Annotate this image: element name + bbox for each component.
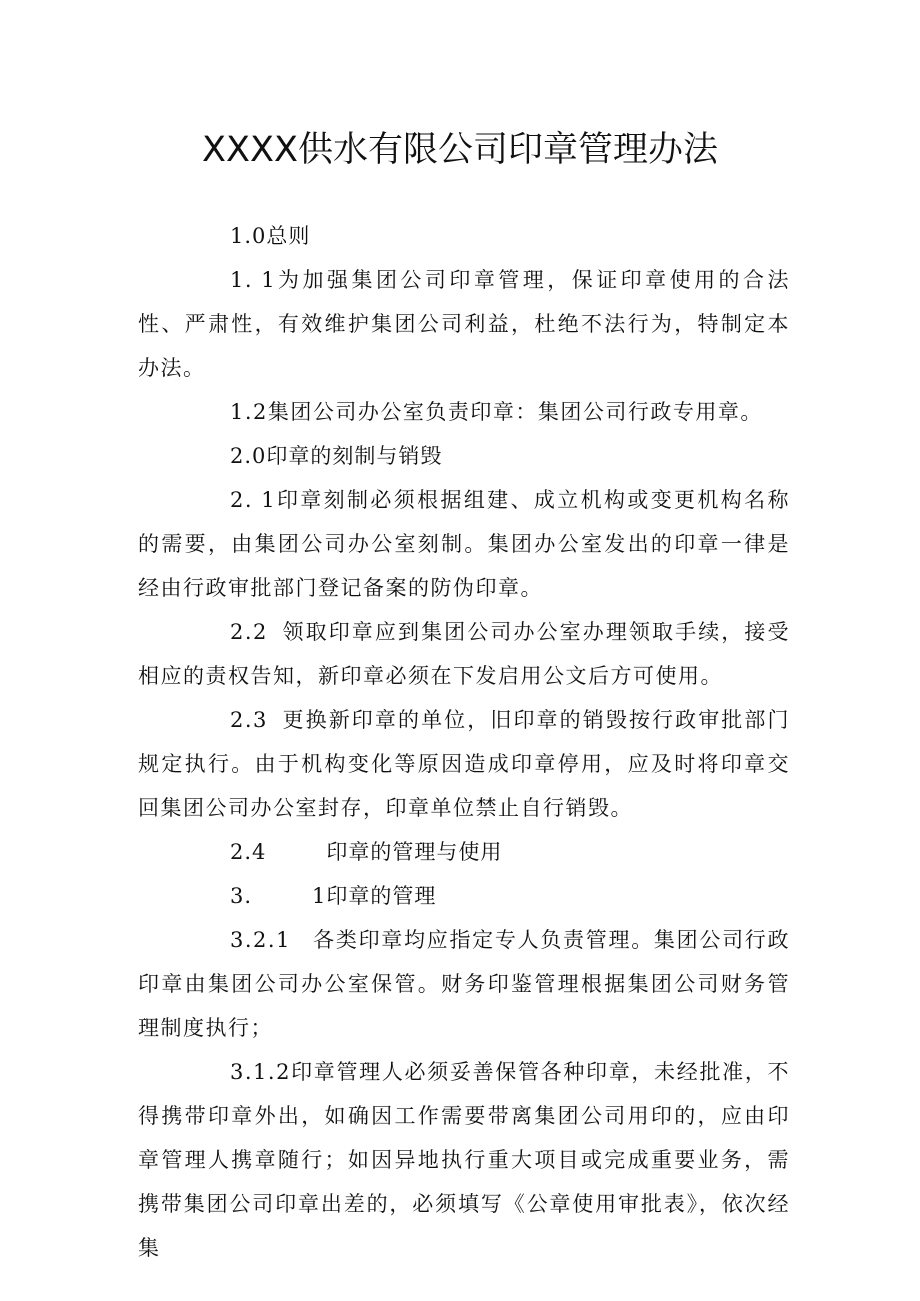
section-text: 1印章的管理 (312, 884, 437, 908)
clause-number: 1.2 (230, 400, 268, 424)
clause-text: 集团公司办公室负责印章：集团公司行政专用章。 (267, 400, 763, 424)
clause-number: 2.2 (230, 620, 268, 644)
clause-text: 更换新印章的单位，旧印章的销毁按行政审批部门规定执行。由于机构变化等原因造成印章停用，应及时将印章交回集团公司办公室封存，印章单位禁止自行销毁。 (138, 708, 790, 820)
section-number: 2.0 (230, 444, 267, 468)
document-body (138, 214, 790, 1270)
section-heading (138, 874, 790, 918)
clause-text: 领取印章应到集团公司办公室办理领取手续，接受相应的责权告知，新印章必须在下发启用公文后方可使用。 (138, 620, 790, 688)
section-text: 印章的刻制与销毁 (266, 444, 443, 468)
clause-paragraph (138, 478, 790, 610)
clause-paragraph (138, 1050, 790, 1270)
section-number: 2.4 (230, 840, 267, 864)
clause-text: 为加强集团公司印章管理，保证印章使用的合法性、严肃性，有效维护集团公司利益，杜绝不法行为，特制定本办法。 (138, 268, 790, 380)
clause-number: 2.3 (230, 708, 268, 732)
section-heading (138, 214, 790, 258)
clause-number: 3.1.2 (230, 1060, 291, 1084)
clause-text: 各类印章均应指定专人负责管理。集团公司行政印章由集团公司办公室保管。财务印鉴管理根据集团公司财务管理制度执行； (138, 928, 790, 1040)
section-text: 印章的管理与使用 (326, 840, 503, 864)
section-heading (138, 830, 790, 874)
document-title: XXXX供水有限公司印章管理办法 (202, 130, 718, 170)
section-number: 1.0 (230, 224, 267, 248)
clause-number: 3.2.1 (230, 928, 291, 952)
section-text: 总则 (266, 224, 311, 248)
section-heading (138, 434, 790, 478)
clause-paragraph (138, 390, 790, 434)
clause-paragraph (138, 610, 790, 698)
clause-text: 印章管理人必须妥善保管各种印章，未经批准，不得携带印章外出，如确因工作需要带离集团公司用印的，应由印章管理人携章随行；如因异地执行重大项目或完成重要业务，需携带集团公司印章出差的，必须填写《公章使用审批表》，依次经集 (138, 1060, 790, 1260)
clause-text: 印章刻制必须根据组建、成立机构或变更机构名称的需要，由集团公司办公室刻制。集团办公室发出的印章一律是经由行政审批部门登记备案的防伪印章。 (138, 488, 790, 600)
clause-number: 1. 1 (230, 268, 277, 292)
clause-paragraph (138, 918, 790, 1050)
clause-number: 2. 1 (230, 488, 277, 512)
clause-paragraph (138, 698, 790, 830)
section-number: 3. (230, 884, 253, 908)
clause-paragraph (138, 258, 790, 390)
